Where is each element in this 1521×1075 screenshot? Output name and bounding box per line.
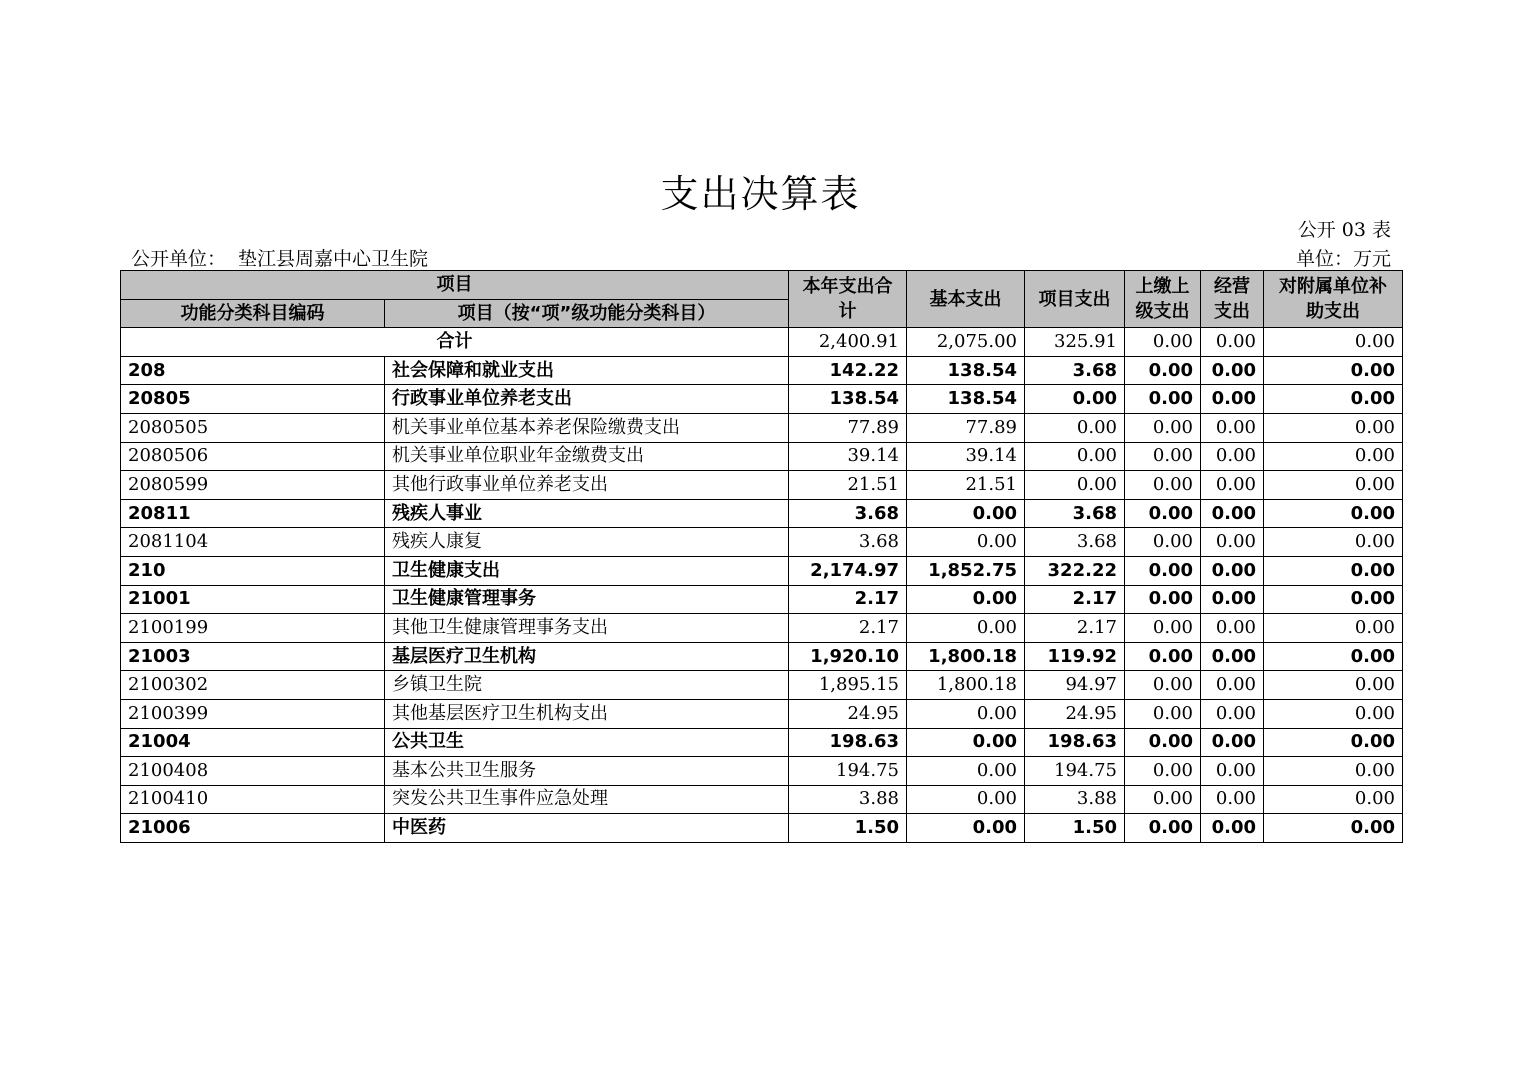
expenditure-table — [120, 270, 1403, 843]
table-row — [121, 642, 1403, 671]
table-row — [121, 528, 1403, 557]
table-row — [121, 728, 1403, 757]
cell-name: 基本公共卫生服务 — [385, 757, 789, 786]
cell-basic: 0.00 — [907, 728, 1025, 757]
cell-total: 39.14 — [789, 442, 907, 471]
cell-upper: 0.00 — [1125, 385, 1201, 414]
header-project: 项目支出 — [1025, 271, 1125, 328]
cell-code: 2100199 — [121, 614, 385, 643]
cell-code: 21001 — [121, 585, 385, 614]
cell-project: 322.22 — [1025, 556, 1125, 585]
cell-basic: 21.51 — [907, 471, 1025, 500]
cell-code: 2100408 — [121, 757, 385, 786]
cell-basic: 0.00 — [907, 814, 1025, 843]
table-row — [121, 413, 1403, 442]
cell-business: 0.00 — [1201, 499, 1264, 528]
cell-total: 1,895.15 — [789, 671, 907, 700]
cell-code: 21006 — [121, 814, 385, 843]
cell-code: 2080505 — [121, 413, 385, 442]
table-row — [121, 356, 1403, 385]
cell-name: 公共卫生 — [385, 728, 789, 757]
total-cell-business: 0.00 — [1201, 328, 1264, 357]
cell-subsidy: 0.00 — [1264, 471, 1403, 500]
cell-total: 3.68 — [789, 499, 907, 528]
cell-project: 0.00 — [1025, 471, 1125, 500]
table-row — [121, 556, 1403, 585]
form-number: 公开 03 表 — [1297, 219, 1391, 241]
cell-subsidy: 0.00 — [1264, 728, 1403, 757]
cell-project: 194.75 — [1025, 757, 1125, 786]
cell-upper: 0.00 — [1125, 757, 1201, 786]
cell-project: 0.00 — [1025, 385, 1125, 414]
table-row — [121, 814, 1403, 843]
table-body — [121, 328, 1403, 843]
table-row — [121, 671, 1403, 700]
cell-name: 中医药 — [385, 814, 789, 843]
cell-upper: 0.00 — [1125, 614, 1201, 643]
cell-subsidy: 0.00 — [1264, 814, 1403, 843]
cell-business: 0.00 — [1201, 614, 1264, 643]
page-title: 支出决算表 — [660, 172, 861, 216]
cell-basic: 138.54 — [907, 356, 1025, 385]
cell-subsidy: 0.00 — [1264, 757, 1403, 786]
cell-project: 198.63 — [1025, 728, 1125, 757]
cell-total: 3.68 — [789, 528, 907, 557]
cell-project: 2.17 — [1025, 585, 1125, 614]
cell-upper: 0.00 — [1125, 471, 1201, 500]
total-cell-project: 325.91 — [1025, 328, 1125, 357]
cell-upper: 0.00 — [1125, 642, 1201, 671]
cell-business: 0.00 — [1201, 585, 1264, 614]
header-business: 经营支出 — [1201, 271, 1264, 328]
cell-total: 24.95 — [789, 699, 907, 728]
cell-name: 卫生健康管理事务 — [385, 585, 789, 614]
cell-project: 0.00 — [1025, 442, 1125, 471]
cell-name: 基层医疗卫生机构 — [385, 642, 789, 671]
cell-business: 0.00 — [1201, 413, 1264, 442]
cell-upper: 0.00 — [1125, 413, 1201, 442]
cell-basic: 1,852.75 — [907, 556, 1025, 585]
cell-total: 77.89 — [789, 413, 907, 442]
total-cell-basic: 2,075.00 — [907, 328, 1025, 357]
cell-project: 3.68 — [1025, 499, 1125, 528]
cell-project: 3.68 — [1025, 356, 1125, 385]
cell-basic: 0.00 — [907, 699, 1025, 728]
cell-upper: 0.00 — [1125, 499, 1201, 528]
cell-total: 21.51 — [789, 471, 907, 500]
cell-subsidy: 0.00 — [1264, 528, 1403, 557]
cell-total: 142.22 — [789, 356, 907, 385]
cell-subsidy: 0.00 — [1264, 556, 1403, 585]
cell-subsidy: 0.00 — [1264, 699, 1403, 728]
cell-business: 0.00 — [1201, 356, 1264, 385]
cell-project: 24.95 — [1025, 699, 1125, 728]
cell-subsidy: 0.00 — [1264, 671, 1403, 700]
cell-business: 0.00 — [1201, 814, 1264, 843]
cell-name: 其他基层医疗卫生机构支出 — [385, 699, 789, 728]
cell-business: 0.00 — [1201, 385, 1264, 414]
cell-basic: 1,800.18 — [907, 642, 1025, 671]
cell-upper: 0.00 — [1125, 699, 1201, 728]
total-cell-subsidy: 0.00 — [1264, 328, 1403, 357]
cell-name: 机关事业单位职业年金缴费支出 — [385, 442, 789, 471]
cell-total: 198.63 — [789, 728, 907, 757]
total-cell-total: 2,400.91 — [789, 328, 907, 357]
cell-basic: 39.14 — [907, 442, 1025, 471]
cell-upper: 0.00 — [1125, 356, 1201, 385]
cell-upper: 0.00 — [1125, 585, 1201, 614]
cell-total: 2.17 — [789, 614, 907, 643]
cell-name: 残疾人事业 — [385, 499, 789, 528]
cell-basic: 77.89 — [907, 413, 1025, 442]
cell-total: 1,920.10 — [789, 642, 907, 671]
cell-basic: 0.00 — [907, 614, 1025, 643]
cell-code: 2081104 — [121, 528, 385, 557]
cell-business: 0.00 — [1201, 728, 1264, 757]
cell-basic: 138.54 — [907, 385, 1025, 414]
cell-name: 行政事业单位养老支出 — [385, 385, 789, 414]
cell-code: 2100302 — [121, 671, 385, 700]
cell-subsidy: 0.00 — [1264, 356, 1403, 385]
table-row — [121, 585, 1403, 614]
header-code: 功能分类科目编码 — [121, 299, 385, 328]
cell-project: 3.68 — [1025, 528, 1125, 557]
org-name: 垫江县周嘉中心卫生院 — [238, 248, 429, 270]
cell-basic: 0.00 — [907, 785, 1025, 814]
cell-name: 机关事业单位基本养老保险缴费支出 — [385, 413, 789, 442]
cell-basic: 0.00 — [907, 528, 1025, 557]
cell-total: 138.54 — [789, 385, 907, 414]
table-row — [121, 385, 1403, 414]
cell-name: 残疾人康复 — [385, 528, 789, 557]
cell-subsidy: 0.00 — [1264, 385, 1403, 414]
cell-subsidy: 0.00 — [1264, 642, 1403, 671]
cell-business: 0.00 — [1201, 699, 1264, 728]
header-upper: 上缴上级支出 — [1125, 271, 1201, 328]
table-row — [121, 757, 1403, 786]
cell-code: 21003 — [121, 642, 385, 671]
cell-project: 3.88 — [1025, 785, 1125, 814]
cell-subsidy: 0.00 — [1264, 442, 1403, 471]
total-cell-upper: 0.00 — [1125, 328, 1201, 357]
header-subsidy: 对附属单位补助支出 — [1264, 271, 1403, 328]
cell-code: 20811 — [121, 499, 385, 528]
cell-name: 其他行政事业单位养老支出 — [385, 471, 789, 500]
cell-name: 卫生健康支出 — [385, 556, 789, 585]
cell-basic: 1,800.18 — [907, 671, 1025, 700]
unit-line — [131, 244, 1391, 271]
cell-upper: 0.00 — [1125, 814, 1201, 843]
header-total: 本年支出合计 — [789, 271, 907, 328]
cell-business: 0.00 — [1201, 442, 1264, 471]
cell-business: 0.00 — [1201, 757, 1264, 786]
cell-subsidy: 0.00 — [1264, 614, 1403, 643]
org-label: 公开单位： — [131, 248, 227, 270]
cell-name: 社会保障和就业支出 — [385, 356, 789, 385]
cell-upper: 0.00 — [1125, 728, 1201, 757]
table-row — [121, 785, 1403, 814]
cell-code: 208 — [121, 356, 385, 385]
cell-upper: 0.00 — [1125, 442, 1201, 471]
cell-subsidy: 0.00 — [1264, 585, 1403, 614]
cell-total: 3.88 — [789, 785, 907, 814]
cell-code: 21004 — [121, 728, 385, 757]
cell-subsidy: 0.00 — [1264, 413, 1403, 442]
total-row — [121, 328, 1403, 357]
cell-subsidy: 0.00 — [1264, 785, 1403, 814]
cell-code: 2100410 — [121, 785, 385, 814]
cell-code: 2100399 — [121, 699, 385, 728]
cell-total: 194.75 — [789, 757, 907, 786]
cell-subsidy: 0.00 — [1264, 499, 1403, 528]
table-header — [121, 271, 1403, 328]
cell-total: 1.50 — [789, 814, 907, 843]
cell-code: 20805 — [121, 385, 385, 414]
cell-code: 2080506 — [121, 442, 385, 471]
cell-basic: 0.00 — [907, 585, 1025, 614]
cell-total: 2,174.97 — [789, 556, 907, 585]
table-row — [121, 499, 1403, 528]
cell-business: 0.00 — [1201, 528, 1264, 557]
cell-basic: 0.00 — [907, 757, 1025, 786]
cell-basic: 0.00 — [907, 499, 1025, 528]
table-row — [121, 471, 1403, 500]
cell-upper: 0.00 — [1125, 671, 1201, 700]
table-row — [121, 614, 1403, 643]
cell-upper: 0.00 — [1125, 528, 1201, 557]
cell-project: 94.97 — [1025, 671, 1125, 700]
cell-project: 119.92 — [1025, 642, 1125, 671]
cell-name: 突发公共卫生事件应急处理 — [385, 785, 789, 814]
cell-name: 其他卫生健康管理事务支出 — [385, 614, 789, 643]
cell-total: 2.17 — [789, 585, 907, 614]
cell-name: 乡镇卫生院 — [385, 671, 789, 700]
cell-business: 0.00 — [1201, 671, 1264, 700]
header-basic: 基本支出 — [907, 271, 1025, 328]
cell-business: 0.00 — [1201, 471, 1264, 500]
table-row — [121, 699, 1403, 728]
currency-unit: 单位：万元 — [1295, 248, 1391, 270]
total-label: 合计 — [121, 328, 789, 357]
cell-project: 1.50 — [1025, 814, 1125, 843]
cell-project: 2.17 — [1025, 614, 1125, 643]
cell-business: 0.00 — [1201, 785, 1264, 814]
cell-business: 0.00 — [1201, 642, 1264, 671]
cell-upper: 0.00 — [1125, 556, 1201, 585]
cell-project: 0.00 — [1025, 413, 1125, 442]
cell-code: 2080599 — [121, 471, 385, 500]
header-name: 项目（按“项”级功能分类科目） — [385, 299, 789, 328]
table-row — [121, 442, 1403, 471]
cell-business: 0.00 — [1201, 556, 1264, 585]
cell-code: 210 — [121, 556, 385, 585]
cell-upper: 0.00 — [1125, 785, 1201, 814]
header-item-group: 项目 — [121, 271, 789, 300]
